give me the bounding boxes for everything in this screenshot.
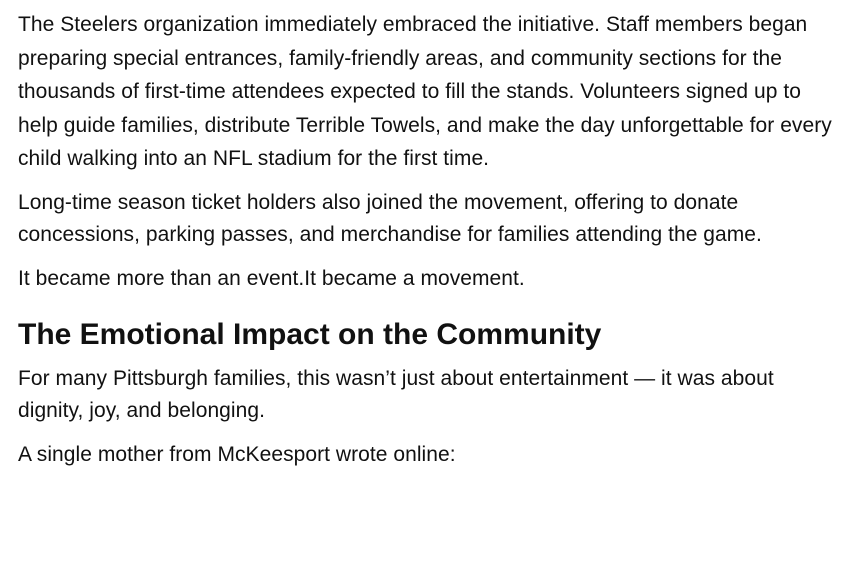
paragraph-season-ticket-holders: Long-time season ticket holders also joined the movement, offering to donate concessions, parking passes, and merchandise for families attending the game.	[18, 190, 762, 246]
paragraph-movement: It became more than an event.It became a movement.	[18, 266, 525, 290]
paragraph-families-impact: For many Pittsburgh families, this wasn’t just about entertainment — it was about dignity, joy, and belonging.	[18, 367, 774, 422]
section-heading: The Emotional Impact on the Community	[18, 318, 602, 351]
paragraph-steelers-initiative: The Steelers organization immediately embraced the initiative. Staff members began preparing special entrances, family-friendly areas, and community sections for the thousands of first-time attendees expected to fill the stands. Volunteers signed up to help guide families, distribute Terrible Towels, and make the day unforgettable for every child walking into an NFL stadium for the first time.	[18, 13, 832, 170]
paragraph-quote-intro: A single mother from McKeesport wrote online:	[18, 443, 456, 466]
